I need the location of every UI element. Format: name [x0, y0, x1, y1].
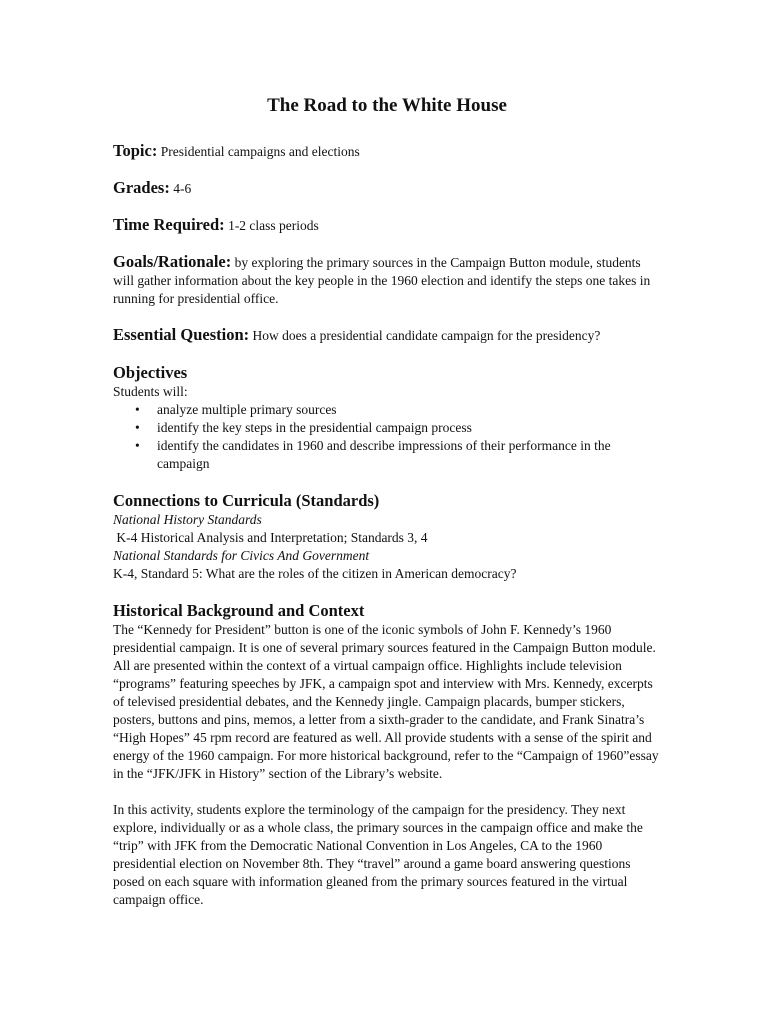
background-section	[113, 601, 661, 909]
list-item	[135, 401, 661, 419]
civics-standards-detail: K-4, Standard 5: What are the roles of the citizen in American democracy?	[113, 566, 517, 581]
grades-label: Grades:	[113, 178, 170, 197]
topic-field	[113, 142, 661, 161]
background-heading: Historical Background and Context	[113, 601, 365, 620]
connections-heading: Connections to Curricula (Standards)	[113, 491, 380, 510]
objective-text: analyze multiple primary sources	[157, 402, 337, 417]
time-required-field	[113, 216, 661, 235]
bullet-icon: •	[135, 402, 140, 417]
connections-section	[113, 491, 661, 583]
grades-field	[113, 179, 661, 198]
bullet-icon: •	[135, 420, 140, 435]
list-item	[135, 437, 661, 473]
history-standards-detail: K-4 Historical Analysis and Interpretation; Standards 3, 4	[113, 530, 428, 545]
essential-question-field	[113, 326, 661, 345]
list-item	[135, 419, 661, 437]
topic-label: Topic:	[113, 141, 158, 160]
goals-value: by exploring the primary sources in the Campaign Button module, students will gather information about the key people in the 1960 election and identify the steps one takes in running for presidential office.	[113, 255, 651, 306]
objectives-intro: Students will:	[113, 384, 188, 399]
civics-standards-title: National Standards for Civics And Government	[113, 548, 370, 563]
page-title: The Road to the White House	[267, 95, 507, 116]
objective-text: identify the candidates in 1960 and describe impressions of their performance in the campaign	[157, 438, 611, 471]
background-paragraph-1: The “Kennedy for President” button is one of the iconic symbols of John F. Kennedy’s 1960 presidential campaign. It is one of several primary sources featured in the Campaign Button module. All are presented within the context of a virtual campaign office. Highlights include television “programs” featuring speeches by JFK, a campaign spot and interview with Mrs. Kennedy, excerpts of televised presidential debates, and the Kennedy jingle. Campaign placards, bumper stickers, posters, buttons and pins, memos, a letter from a sixth-grader to the candidate, and Frank Sinatra’s “High Hopes” 45 rpm record are featured as well. All provide students with a sense of the spirit and energy of the 1960 campaign. For more historical background, refer to the “Campaign of 1960”essay in the “JFK/JFK in History” section of the Library’s website.	[113, 622, 659, 781]
background-paragraph-2: In this activity, students explore the terminology of the campaign for the presidency. They next explore, individually or as a whole class, the primary sources in the campaign office and make the “trip” with JFK from the Democratic National Convention in Los Angeles, CA to the 1960 presidential election on November 8th. They “travel” around a game board answering questions posed on each square with information gleaned from the primary sources featured in the virtual campaign office.	[113, 802, 643, 907]
time-required-value: 1-2 class periods	[228, 218, 319, 233]
essential-question-label: Essential Question:	[113, 325, 250, 344]
bullet-icon: •	[135, 438, 140, 453]
paragraph-gap	[113, 783, 661, 801]
essential-question-value: How does a presidential candidate campaign for the presidency?	[252, 328, 601, 343]
history-standards-title: National History Standards	[113, 512, 262, 527]
grades-value: 4-6	[173, 181, 192, 196]
time-required-label: Time Required:	[113, 215, 225, 234]
goals-field	[113, 253, 661, 308]
goals-label: Goals/Rationale:	[113, 252, 232, 271]
topic-value: Presidential campaigns and elections	[160, 144, 360, 159]
objectives-section	[113, 363, 661, 473]
objectives-heading: Objectives	[113, 363, 188, 382]
objectives-list	[113, 401, 661, 473]
objective-text: identify the key steps in the presidential campaign process	[157, 420, 472, 435]
document-page	[113, 94, 661, 927]
